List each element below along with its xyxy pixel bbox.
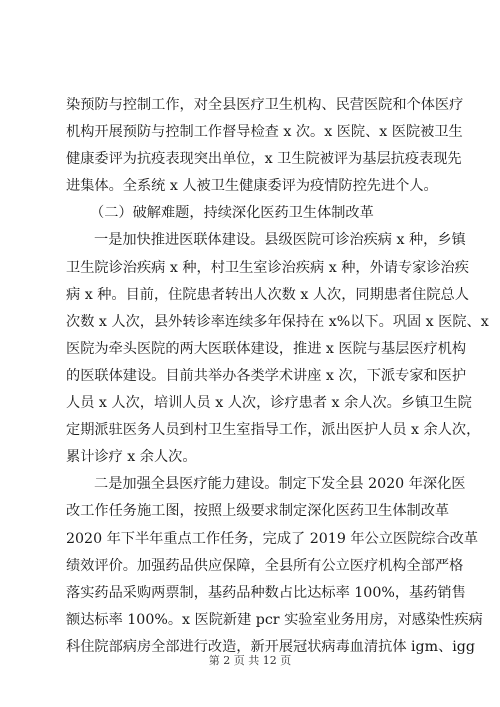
text-line: 改工作任务施工图，按照上级要求制定深化医药卫生体制改革 [66, 503, 450, 520]
text-line: 落实药品采购两票制，基药品种数占比达标率 100%，基药销售 [66, 584, 466, 601]
text-line: 定期派驻医务人员到村卫生室指导工作，派出医护人员 x 余人次， [66, 422, 481, 439]
text-line: 一是加快推进医联体建设。县级医院可诊治疾病 x 种，乡镇 [94, 232, 466, 249]
text-line: 额达标率 100%。x 医院新建 pcr 实验室业务用房，对感染性疾病 [66, 611, 483, 628]
text-line: 病 x 种。目前，住院患者转出人次数 x 人次，同期患者住院总人 [66, 286, 469, 303]
text-line: 累计诊疗 x 余人次。 [66, 449, 197, 466]
text-line: 卫生院诊治疾病 x 种，村卫生室诊治疾病 x 种，外请专家诊治疾 [66, 259, 469, 276]
text-line: 2020 年下半年重点工作任务，完成了 2019 年公立医院综合改革 [66, 530, 479, 547]
text-line: 二是加强全县医疗能力建设。制定下发全县 2020 年深化医 [94, 476, 466, 493]
text-line: 进集体。全系统 x 人被卫生健康委评为疫情防控先进个人。 [66, 178, 438, 195]
text-line: 科住院部病房全部进行改造，新开展冠状病毒血清抗体 igm、igg [66, 638, 475, 655]
text-line: 次数 x 人次，县外转诊率连续多年保持在 x%以下。巩固 x 医院、x [66, 313, 489, 330]
text-line: 机构开展预防与控制工作督导检查 x 次。x 医院、x 医院被卫生 [66, 124, 463, 141]
text-line: 健康委评为抗疫表现突出单位，x 卫生院被评为基层抗疫表现先 [66, 151, 462, 168]
text-line: 绩效评价。加强药品供应保障，全县所有公立医疗机构全部严格 [66, 557, 464, 574]
text-line: 医院为牵头医院的两大医联体建设，推进 x 医院与基层医疗机构 [66, 340, 467, 357]
body-text [66, 92, 489, 661]
text-line: 人员 x 人次，培训人员 x 人次，诊疗患者 x 余人次。乡镇卫生院 [66, 395, 472, 412]
section-heading: （二）破解难题，持续深化医药卫生体制改革 [90, 205, 374, 222]
text-line: 的医联体建设。目前共举办各类学术讲座 x 次，下派专家和医护 [66, 367, 467, 384]
page-footer: 第 2 页 共 12 页 [208, 654, 292, 667]
text-line: 染预防与控制工作，对全县医疗卫生机构、民营医院和个体医疗 [66, 97, 464, 113]
